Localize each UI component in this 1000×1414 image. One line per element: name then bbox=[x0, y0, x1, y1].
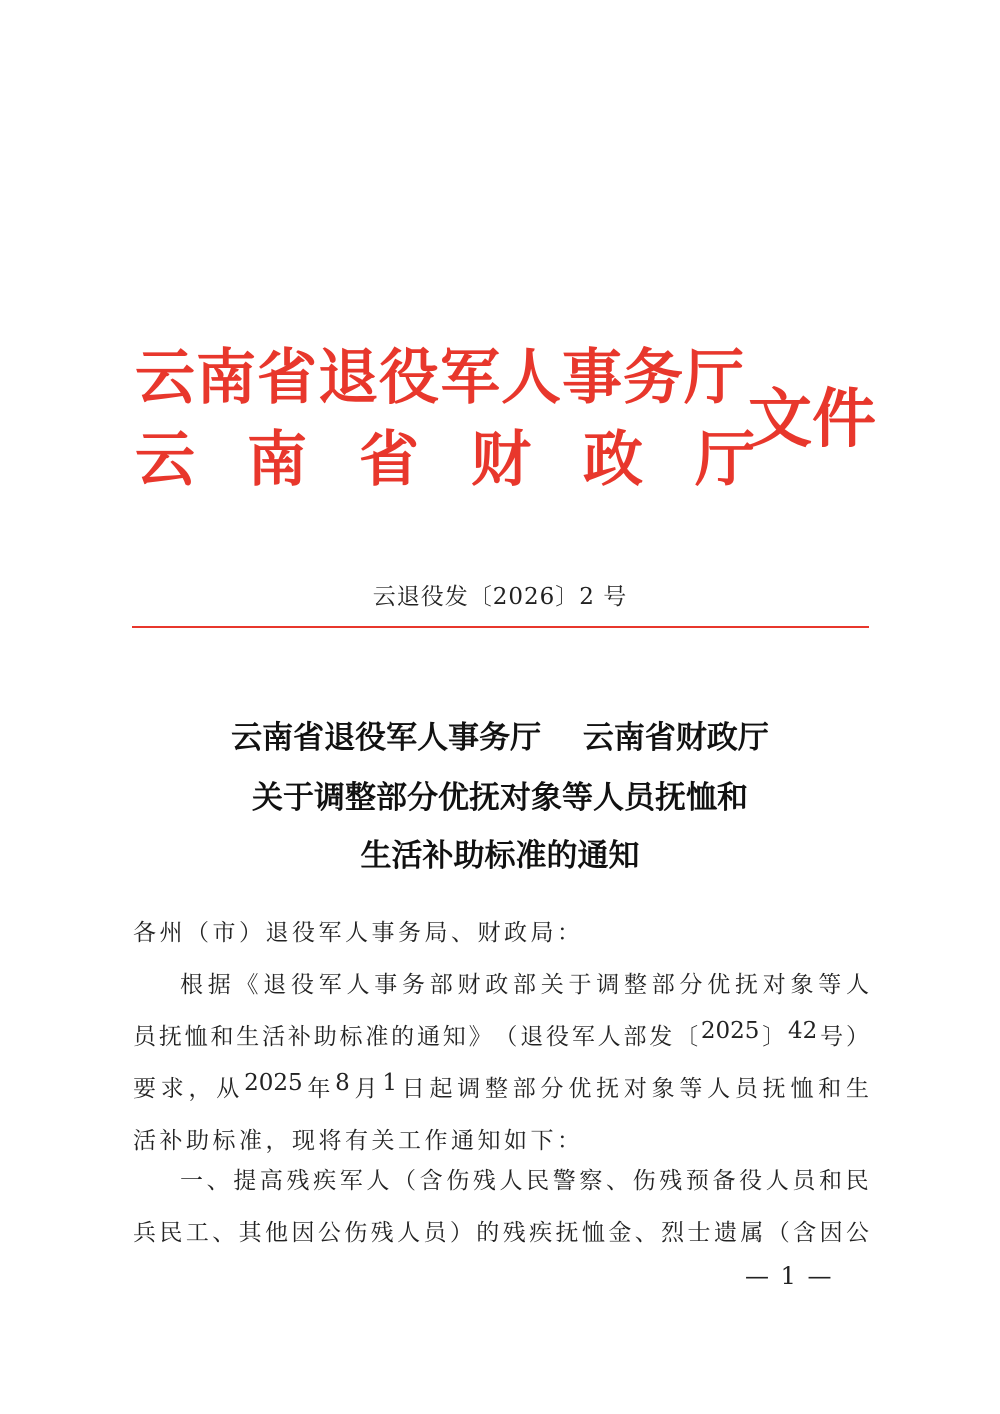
text-line: 一 、 提 高 残 疾 军 人 （ 含 伤 残 人 民 警 察 、 伤 残 预 备 役 人 员 和 民 bbox=[180, 1168, 869, 1194]
org-line-2-char: 厅 bbox=[695, 425, 755, 495]
document-number: 云退役发〔2026〕2 号 bbox=[372, 584, 628, 610]
text-line: 要 求 ， 从 2025 年 8 月 1 日 起 调 整 部 分 优 抚 对 象 等 人 员 抚 恤 和 生 bbox=[133, 1070, 869, 1102]
page-number: — 1 — bbox=[745, 1262, 834, 1290]
text-line: 兵 民 工 、 其 他 因 公 伤 残 人 员 ） 的 残 疾 抚 恤 金 、 烈 士 遗 属 （ 含 因 公 bbox=[133, 1220, 869, 1246]
org-line-2-char: 财 bbox=[471, 425, 531, 495]
org-line-2-char: 南 bbox=[247, 425, 307, 495]
title-line-3: 生活补助标准的通知 bbox=[360, 838, 640, 874]
text-line: 活补助标准，现将有关工作通知如下： bbox=[133, 1128, 584, 1154]
document-suffix: 文件 bbox=[748, 382, 876, 457]
org-line-2-char: 省 bbox=[359, 425, 419, 495]
issuing-org-line-2 bbox=[135, 424, 755, 496]
text-line: 员 抚 恤 和 生 活 补 助 标 准 的 通 知 》 （ 退 役 军 人 部 发 〔 2025 〕 42 号 ） bbox=[133, 1018, 869, 1050]
salutation: 各州（市）退役军人事务局、财政局： bbox=[133, 920, 584, 946]
title-line-2: 关于调整部分优抚对象等人员抚恤和 bbox=[252, 780, 748, 816]
org-line-2-char: 政 bbox=[583, 425, 643, 495]
title-line-1: 云南省退役军人事务厅 云南省财政厅 bbox=[231, 720, 769, 756]
issuing-org-line-1: 云南省退役军人事务厅 bbox=[135, 343, 745, 413]
org-line-2-char: 云 bbox=[135, 425, 195, 495]
text-line: 根 据 《 退 役 军 人 事 务 部 财 政 部 关 于 调 整 部 分 优 抚 对 象 等 人 bbox=[180, 972, 869, 998]
red-separator-line bbox=[132, 626, 869, 628]
